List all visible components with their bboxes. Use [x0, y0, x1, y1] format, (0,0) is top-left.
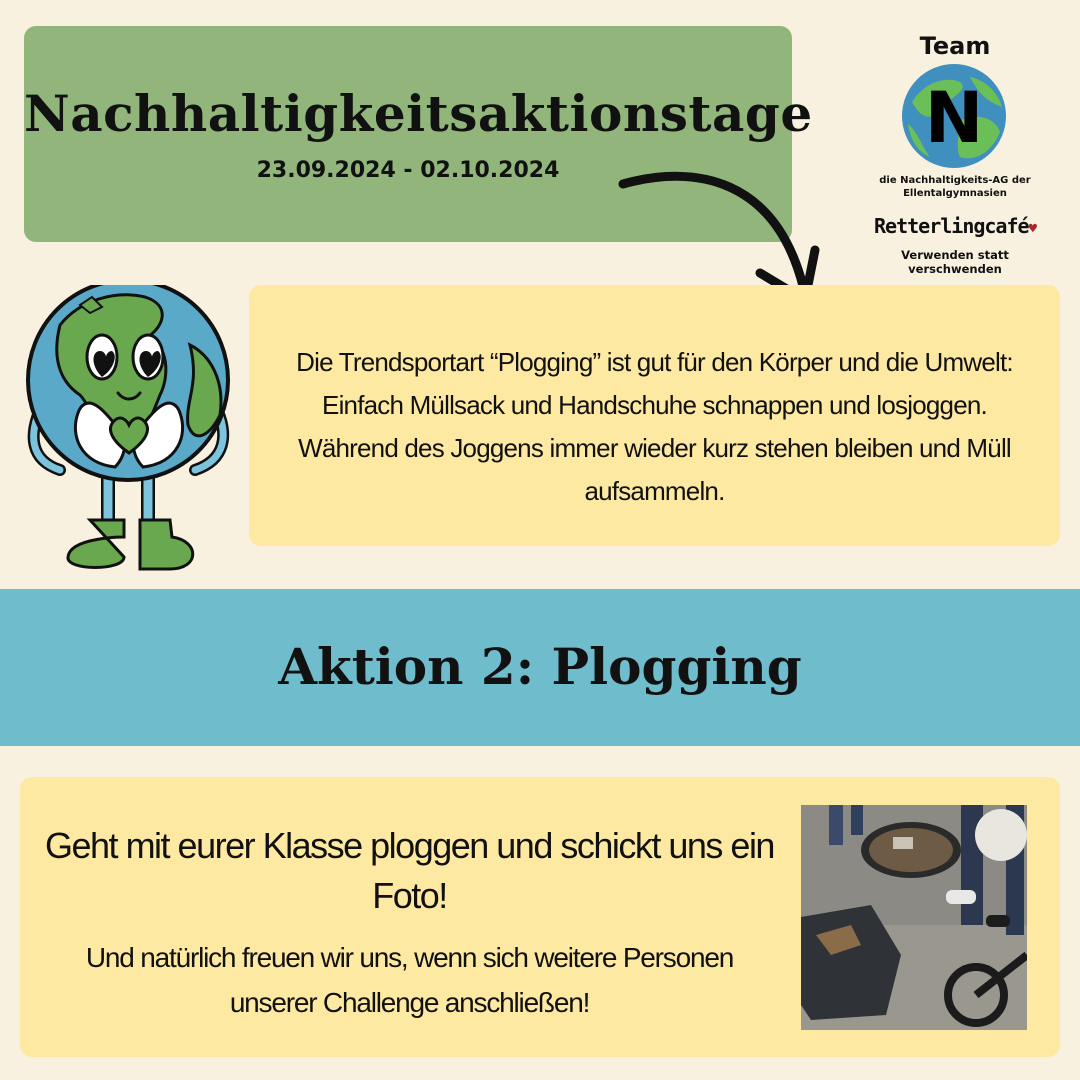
team-n-logo	[860, 28, 1050, 276]
info-text: Die Trendsportart “Plogging” ist gut für den Körper und die Umwelt: Einfach Müllsack und Handschuhe schnappen und losjoggen. Während des Joggens immer wieder kurz stehen bleiben und Müll aufsammeln.	[296, 347, 1013, 506]
globe-mascot-icon	[20, 285, 235, 575]
plogging-photo-image	[801, 805, 1027, 1030]
ag-subtitle-line2: Ellentalgymnasien	[903, 188, 1007, 199]
logo-letter: N	[924, 77, 984, 159]
cta-panel	[20, 777, 1060, 1057]
team-n-globe-logo	[900, 62, 1008, 170]
cta-headline: Geht mit eurer Klasse ploggen und schickt uns ein Foto!	[45, 825, 774, 916]
heart-icon: ♥	[1028, 221, 1036, 237]
cafe-name	[860, 214, 1050, 238]
ag-subtitle-line1: die Nachhaltigkeits-AG der	[879, 175, 1031, 186]
info-panel	[249, 285, 1060, 546]
date-range: 23.09.2024 - 02.10.2024	[256, 158, 560, 183]
team-label: Team	[919, 32, 991, 60]
action-banner	[0, 589, 1080, 746]
cafe-name-text: Retterlingcafé	[873, 214, 1029, 238]
ag-subtitle	[860, 174, 1050, 200]
cafe-slogan: Verwenden statt verschwenden	[901, 248, 1009, 276]
plogging-photo	[801, 805, 1027, 1030]
page-title: Nachhaltigkeitsaktionstage	[24, 84, 813, 143]
action-heading: Aktion 2: Plogging	[278, 637, 802, 696]
cta-subtext: Und natürlich freuen wir uns, wenn sich weitere Personen unserer Challenge anschließen!	[85, 942, 734, 1018]
